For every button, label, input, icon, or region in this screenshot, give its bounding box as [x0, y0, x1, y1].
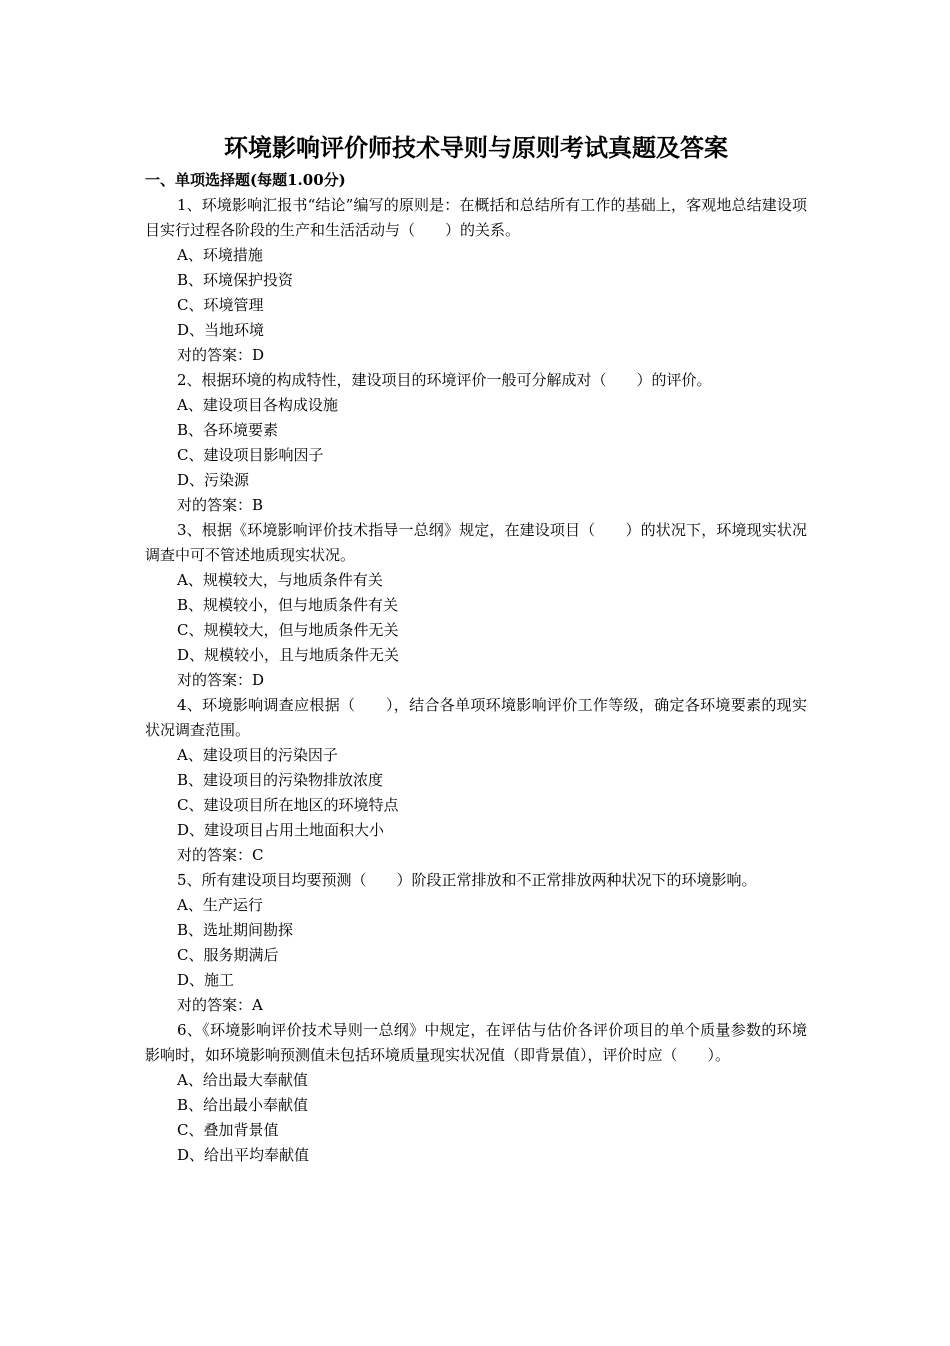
option-d: D、给出平均奉献值	[177, 1146, 310, 1164]
question-stem: 4、环境影响调查应根据（ ），结合各单项环境影响评价工作等级，确定各环境要素的现实状况调查范围。	[145, 696, 807, 739]
section-heading: 一、单项选择题(每题1.00分)	[145, 171, 346, 189]
document-page	[145, 128, 807, 1168]
question-6	[145, 1018, 807, 1168]
option-a: A、建设项目各构成设施	[177, 396, 338, 414]
question-stem: 1、环境影响汇报书“结论”编写的原则是：在概括和总结所有工作的基础上，客观地总结建设项目实行过程各阶段的生产和生活活动与（ ）的关系。	[145, 196, 807, 239]
question-stem: 2、根据环境的构成特性，建设项目的环境评价一般可分解成对（ ）的评价。	[177, 371, 712, 389]
option-b: B、环境保护投资	[177, 271, 294, 289]
question-2	[145, 368, 807, 518]
option-c: C、建设项目所在地区的环境特点	[177, 796, 399, 814]
option-a: A、给出最大奉献值	[177, 1071, 308, 1089]
option-a: A、生产运行	[177, 896, 263, 914]
option-c: C、环境管理	[177, 296, 264, 314]
question-stem: 5、所有建设项目均要预测（ ）阶段正常排放和不正常排放两种状况下的环境影响。	[177, 871, 757, 889]
option-c: C、叠加背景值	[177, 1121, 279, 1139]
option-c: C、服务期满后	[177, 946, 279, 964]
option-a: A、规模较大，与地质条件有关	[177, 571, 383, 589]
answer-line: 对的答案：C	[177, 846, 264, 864]
option-d: D、施工	[177, 971, 235, 989]
question-stem: 6、《环境影响评价技术导则一总纲》中规定，在评估与估价各评价项目的单个质量参数的环境影响时，如环境影响预测值未包括环境质量现实状况值（即背景值），评价时应（ ）。	[145, 1021, 807, 1064]
option-c: C、建设项目影响因子	[177, 446, 324, 464]
question-1	[145, 193, 807, 368]
option-a: A、建设项目的污染因子	[177, 746, 338, 764]
answer-line: 对的答案：D	[177, 346, 265, 364]
question-3	[145, 518, 807, 693]
option-d: D、污染源	[177, 471, 250, 489]
question-5	[145, 868, 807, 1018]
option-c: C、规模较大，但与地质条件无关	[177, 621, 399, 639]
option-b: B、各环境要素	[177, 421, 279, 439]
option-b: B、给出最小奉献值	[177, 1096, 309, 1114]
answer-line: 对的答案：D	[177, 671, 265, 689]
document-title: 环境影响评价师技术导则与原则考试真题及答案	[224, 133, 728, 162]
answer-line: 对的答案：A	[177, 996, 263, 1014]
question-stem: 3、根据《环境影响评价技术指导一总纲》规定，在建设项目（ ）的状况下，环境现实状况调查中可不管述地质现实状况。	[145, 521, 807, 564]
option-b: B、建设项目的污染物排放浓度	[177, 771, 384, 789]
option-b: B、选址期间勘探	[177, 921, 294, 939]
question-4	[145, 693, 807, 868]
option-b: B、规模较小，但与地质条件有关	[177, 596, 399, 614]
option-d: D、规模较小，且与地质条件无关	[177, 646, 400, 664]
option-a: A、环境措施	[177, 246, 263, 264]
answer-line: 对的答案：B	[177, 496, 264, 514]
option-d: D、建设项目占用土地面积大小	[177, 821, 385, 839]
option-d: D、当地环境	[177, 321, 265, 339]
